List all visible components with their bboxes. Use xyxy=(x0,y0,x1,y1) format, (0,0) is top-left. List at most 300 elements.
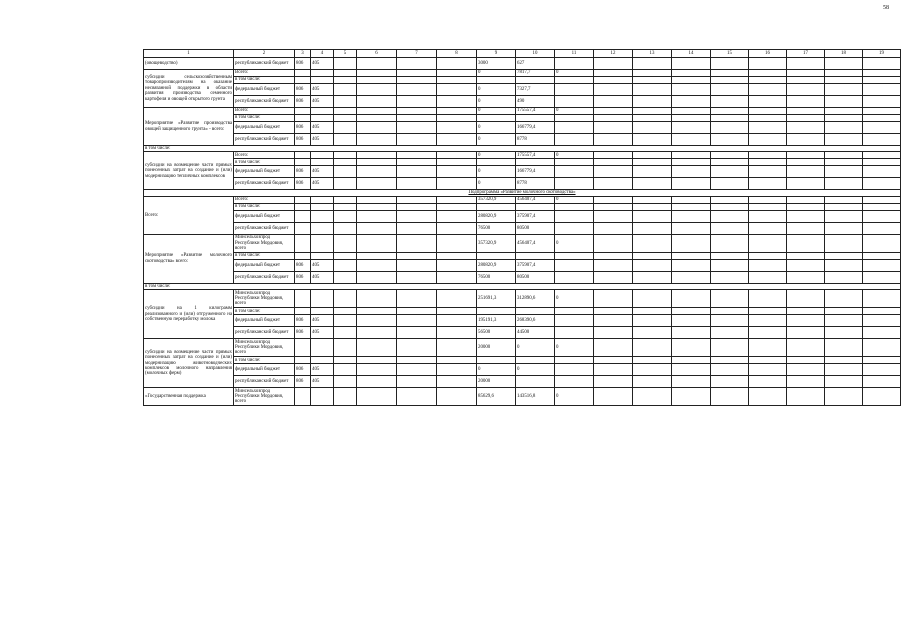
cell-col-9 xyxy=(477,77,516,84)
empty-cell xyxy=(397,290,437,308)
empty-cell xyxy=(633,196,672,203)
cell-col-2: республиканский бюджет xyxy=(234,96,295,108)
measure-description: (овощеводство) xyxy=(144,58,234,70)
empty-cell xyxy=(711,259,749,271)
measure-description: субсидии сельскохозяйственным товаропроизводителям на оказание несвязанной поддержки в области развития производства семенного картофеля и овощей открытого грунта xyxy=(144,70,234,108)
cell-col-2: в том числе: xyxy=(234,203,295,210)
empty-cell xyxy=(397,357,437,364)
empty-cell xyxy=(633,357,672,364)
table-row xyxy=(144,210,901,222)
cell-col-4: 405 xyxy=(311,58,334,70)
empty-cell xyxy=(633,271,672,283)
cell-col-11: 0 xyxy=(555,388,594,406)
cell-col-9 xyxy=(477,252,516,259)
empty-cell xyxy=(594,308,633,315)
empty-cell xyxy=(749,70,787,77)
empty-cell xyxy=(787,84,825,96)
empty-cell xyxy=(334,152,357,159)
table-row xyxy=(144,152,901,159)
empty-cell xyxy=(711,134,749,146)
empty-cell xyxy=(397,96,437,108)
empty-cell xyxy=(357,108,397,115)
empty-cell xyxy=(357,388,397,406)
empty-cell xyxy=(334,58,357,70)
empty-cell xyxy=(594,357,633,364)
column-number-2: 2 xyxy=(234,50,295,58)
cell-col-10: 0 xyxy=(516,364,555,376)
cell-col-10: 375907,4 xyxy=(516,259,555,271)
empty-cell xyxy=(397,70,437,77)
empty-cell xyxy=(749,234,787,252)
cell-col-11 xyxy=(555,259,594,271)
cell-col-9: 0 xyxy=(477,96,516,108)
empty-cell xyxy=(825,357,863,364)
cell-col-3: 806 xyxy=(295,58,311,70)
cell-col-3: 806 xyxy=(295,376,311,388)
cell-col-9: 85629,6 xyxy=(477,388,516,406)
empty-cell xyxy=(357,357,397,364)
empty-cell xyxy=(437,84,477,96)
empty-cell xyxy=(749,166,787,178)
empty-cell xyxy=(711,252,749,259)
cell-col-4: 405 xyxy=(311,134,334,146)
empty-cell xyxy=(594,115,633,122)
cell-col-3: 806 xyxy=(295,259,311,271)
cell-col-10: 166779,4 xyxy=(516,122,555,134)
cell-col-3: 806 xyxy=(295,134,311,146)
cell-col-10: 80500 xyxy=(516,222,555,234)
cell-col-4: 405 xyxy=(311,376,334,388)
empty-cell xyxy=(437,271,477,283)
cell-col-3 xyxy=(295,339,311,357)
empty-cell xyxy=(863,210,901,222)
cell-col-9 xyxy=(477,159,516,166)
empty-cell xyxy=(357,166,397,178)
empty-cell xyxy=(334,203,357,210)
empty-cell xyxy=(397,339,437,357)
empty-cell xyxy=(825,196,863,203)
empty-cell xyxy=(357,210,397,222)
cell-col-3: 806 xyxy=(295,271,311,283)
empty-cell xyxy=(749,339,787,357)
empty-cell xyxy=(787,58,825,70)
empty-cell xyxy=(825,327,863,339)
cell-col-2: Минсельхозпрод Республики Мордовия, всего xyxy=(234,388,295,406)
cell-col-2: в том числе: xyxy=(234,308,295,315)
empty-cell xyxy=(672,364,711,376)
empty-cell xyxy=(594,58,633,70)
empty-cell xyxy=(672,388,711,406)
cell-col-11 xyxy=(555,178,594,190)
cell-col-10: 8778 xyxy=(516,134,555,146)
empty-cell xyxy=(334,108,357,115)
cell-col-4 xyxy=(311,108,334,115)
empty-cell xyxy=(825,77,863,84)
cell-col-11 xyxy=(555,376,594,388)
empty-cell xyxy=(863,259,901,271)
empty-cell xyxy=(825,58,863,70)
measure-description: Мероприятие «Развитие молочного скотоводства» всего: xyxy=(144,234,234,283)
measure-description: субсидии на возмещение части прямых понесенных затрат на создание и (или) модернизацию животноводческих комплексов молочного направления (молочных ферм) xyxy=(144,339,234,388)
cell-col-10: 312890,6 xyxy=(516,290,555,308)
empty-cell xyxy=(825,364,863,376)
cell-col-4 xyxy=(311,339,334,357)
cell-col-4 xyxy=(311,152,334,159)
column-number-3: 3 xyxy=(295,50,311,58)
empty-cell xyxy=(633,259,672,271)
cell-col-9: 0 xyxy=(477,84,516,96)
cell-col-11 xyxy=(555,357,594,364)
empty-cell xyxy=(672,308,711,315)
table-row xyxy=(144,159,901,166)
empty-cell xyxy=(863,203,901,210)
empty-cell xyxy=(334,357,357,364)
empty-cell xyxy=(672,122,711,134)
empty-cell xyxy=(397,58,437,70)
empty-cell xyxy=(357,308,397,315)
cell-col-10: 175557,4 xyxy=(516,108,555,115)
empty-cell xyxy=(672,271,711,283)
empty-cell xyxy=(633,222,672,234)
cell-col-11 xyxy=(555,96,594,108)
empty-cell xyxy=(749,210,787,222)
table-row xyxy=(144,290,901,308)
cell-col-2: в том числе: xyxy=(234,357,295,364)
empty-cell xyxy=(787,77,825,84)
empty-cell xyxy=(711,308,749,315)
cell-col-10 xyxy=(516,376,555,388)
cell-col-11: 0 xyxy=(555,196,594,203)
empty-cell xyxy=(711,357,749,364)
empty-cell xyxy=(357,376,397,388)
cell-col-10: 175557,4 xyxy=(516,152,555,159)
cell-col-3 xyxy=(295,77,311,84)
empty-cell xyxy=(437,364,477,376)
empty-cell xyxy=(357,134,397,146)
table-row xyxy=(144,252,901,259)
empty-cell xyxy=(594,252,633,259)
cell-col-10: 490 xyxy=(516,96,555,108)
cell-col-3 xyxy=(295,152,311,159)
cell-col-10: 7327,7 xyxy=(516,84,555,96)
empty-cell xyxy=(397,134,437,146)
cell-col-9: 0 xyxy=(477,166,516,178)
empty-cell xyxy=(672,166,711,178)
empty-cell xyxy=(633,84,672,96)
empty-cell xyxy=(633,203,672,210)
empty-cell xyxy=(437,308,477,315)
empty-cell xyxy=(787,364,825,376)
cell-col-4 xyxy=(311,77,334,84)
empty-cell xyxy=(863,376,901,388)
column-number-1: 1 xyxy=(144,50,234,58)
empty-cell xyxy=(825,178,863,190)
empty-cell xyxy=(397,388,437,406)
cell-col-11: 0 xyxy=(555,290,594,308)
cell-col-3: 806 xyxy=(295,166,311,178)
cell-col-2: Всего: xyxy=(234,196,295,203)
empty-cell xyxy=(397,115,437,122)
cell-col-2: федеральный бюджет xyxy=(234,259,295,271)
empty-cell xyxy=(863,159,901,166)
empty-cell xyxy=(787,166,825,178)
cell-col-3 xyxy=(295,222,311,234)
cell-col-11: 0 xyxy=(555,339,594,357)
empty-cell xyxy=(825,210,863,222)
empty-cell xyxy=(787,178,825,190)
cell-col-2: республиканский бюджет xyxy=(234,178,295,190)
empty-cell xyxy=(397,84,437,96)
empty-cell xyxy=(594,70,633,77)
empty-cell xyxy=(863,308,901,315)
cell-col-2: республиканский бюджет xyxy=(234,271,295,283)
empty-cell xyxy=(787,70,825,77)
cell-col-3 xyxy=(295,308,311,315)
empty-cell xyxy=(863,290,901,308)
column-number-7: 7 xyxy=(397,50,437,58)
empty-cell xyxy=(749,108,787,115)
empty-cell xyxy=(397,152,437,159)
empty-cell xyxy=(334,376,357,388)
empty-cell xyxy=(863,166,901,178)
cell-col-11 xyxy=(555,115,594,122)
table-row xyxy=(144,357,901,364)
cell-col-10: 268390,6 xyxy=(516,315,555,327)
empty-cell xyxy=(437,290,477,308)
empty-cell xyxy=(787,115,825,122)
cell-col-11 xyxy=(555,271,594,283)
empty-cell xyxy=(633,115,672,122)
cell-col-2: Минсельхозпрод Республики Мордовия, всего xyxy=(234,339,295,357)
cell-col-11 xyxy=(555,203,594,210)
empty-cell xyxy=(594,96,633,108)
empty-cell xyxy=(334,234,357,252)
cell-col-10 xyxy=(516,357,555,364)
empty-cell xyxy=(633,339,672,357)
cell-col-2: в том числе: xyxy=(234,77,295,84)
cell-col-10: 166779,4 xyxy=(516,166,555,178)
empty-cell xyxy=(357,315,397,327)
empty-cell xyxy=(334,388,357,406)
empty-cell xyxy=(633,122,672,134)
empty-cell xyxy=(711,364,749,376)
cell-col-4 xyxy=(311,252,334,259)
empty-cell xyxy=(863,84,901,96)
empty-cell xyxy=(672,96,711,108)
cell-col-10 xyxy=(516,308,555,315)
cell-col-10: 7817,7 xyxy=(516,70,555,77)
empty-cell xyxy=(863,252,901,259)
empty-cell xyxy=(334,327,357,339)
empty-cell xyxy=(397,159,437,166)
empty-cell xyxy=(711,222,749,234)
table-body xyxy=(144,50,901,406)
cell-col-10 xyxy=(516,252,555,259)
table-row xyxy=(144,178,901,190)
cell-col-2: Минсельхозпрод Республики Мордовия, всего xyxy=(234,290,295,308)
empty-cell xyxy=(863,152,901,159)
cell-col-11 xyxy=(555,134,594,146)
column-number-14: 14 xyxy=(672,50,711,58)
empty-cell xyxy=(594,339,633,357)
cell-col-9: 357320,9 xyxy=(477,234,516,252)
empty-cell xyxy=(711,203,749,210)
empty-cell xyxy=(863,388,901,406)
empty-cell xyxy=(711,271,749,283)
empty-cell xyxy=(711,327,749,339)
cell-col-3 xyxy=(295,290,311,308)
empty-cell xyxy=(334,96,357,108)
cell-col-9: 0 xyxy=(477,108,516,115)
empty-cell xyxy=(863,122,901,134)
cell-col-11 xyxy=(555,166,594,178)
cell-col-2: федеральный бюджет xyxy=(234,315,295,327)
empty-cell xyxy=(357,196,397,203)
empty-cell xyxy=(863,364,901,376)
table-row xyxy=(144,315,901,327)
table-row xyxy=(144,364,901,376)
cell-col-9 xyxy=(477,203,516,210)
empty-cell xyxy=(825,290,863,308)
empty-cell xyxy=(863,357,901,364)
cell-col-4 xyxy=(311,357,334,364)
empty-cell xyxy=(749,152,787,159)
table-row xyxy=(144,234,901,252)
empty-cell xyxy=(633,252,672,259)
empty-cell xyxy=(825,96,863,108)
table-row xyxy=(144,108,901,115)
cell-col-10 xyxy=(516,203,555,210)
empty-cell xyxy=(711,196,749,203)
empty-cell xyxy=(749,364,787,376)
cell-col-2: в том числе: xyxy=(234,115,295,122)
measure-description: Мероприятие «Развитие производства овощей защищенного грунта» - всего: xyxy=(144,108,234,146)
cell-col-4 xyxy=(311,159,334,166)
empty-cell xyxy=(633,178,672,190)
empty-cell xyxy=(672,203,711,210)
empty-cell xyxy=(437,58,477,70)
empty-cell xyxy=(397,122,437,134)
empty-cell xyxy=(787,210,825,222)
empty-cell xyxy=(357,339,397,357)
empty-cell xyxy=(334,178,357,190)
empty-cell xyxy=(863,234,901,252)
empty-cell xyxy=(437,357,477,364)
empty-cell xyxy=(787,159,825,166)
cell-col-9: 195191,3 xyxy=(477,315,516,327)
table-row xyxy=(144,271,901,283)
cell-col-2: федеральный бюджет xyxy=(234,210,295,222)
empty-cell xyxy=(397,259,437,271)
empty-cell xyxy=(711,166,749,178)
empty-cell xyxy=(863,96,901,108)
empty-cell xyxy=(672,234,711,252)
cell-col-4 xyxy=(311,290,334,308)
empty-cell xyxy=(711,122,749,134)
empty-cell xyxy=(594,159,633,166)
page-number: 58 xyxy=(883,5,889,11)
empty-cell xyxy=(633,159,672,166)
empty-cell xyxy=(594,166,633,178)
empty-cell xyxy=(825,159,863,166)
cell-col-10: 456407,4 xyxy=(516,196,555,203)
measure-description: субсидии на возмещение части прямых понесенных затрат на создание и (или) модернизацию тепличных комплексов xyxy=(144,152,234,190)
empty-cell xyxy=(863,108,901,115)
empty-cell xyxy=(437,77,477,84)
empty-cell xyxy=(594,259,633,271)
table-row xyxy=(144,166,901,178)
column-number-11: 11 xyxy=(555,50,594,58)
empty-cell xyxy=(672,115,711,122)
empty-cell xyxy=(357,84,397,96)
empty-cell xyxy=(594,178,633,190)
empty-cell xyxy=(672,108,711,115)
empty-cell xyxy=(437,210,477,222)
empty-cell xyxy=(594,84,633,96)
empty-cell xyxy=(863,222,901,234)
empty-cell xyxy=(787,222,825,234)
cell-col-2: Всего: xyxy=(234,152,295,159)
empty-cell xyxy=(711,58,749,70)
empty-cell xyxy=(594,203,633,210)
cell-col-11 xyxy=(555,222,594,234)
empty-cell xyxy=(334,271,357,283)
empty-cell xyxy=(334,222,357,234)
empty-cell xyxy=(711,108,749,115)
empty-cell xyxy=(672,84,711,96)
empty-cell xyxy=(334,159,357,166)
budget-table xyxy=(143,49,901,406)
empty-cell xyxy=(749,357,787,364)
empty-cell xyxy=(357,178,397,190)
empty-cell xyxy=(672,134,711,146)
empty-cell xyxy=(437,222,477,234)
cell-col-4: 405 xyxy=(311,166,334,178)
cell-col-11: 0 xyxy=(555,70,594,77)
column-number-13: 13 xyxy=(633,50,672,58)
column-number-15: 15 xyxy=(711,50,749,58)
empty-cell xyxy=(397,210,437,222)
empty-cell xyxy=(787,308,825,315)
empty-cell xyxy=(749,252,787,259)
cell-col-2: в том числе: xyxy=(234,159,295,166)
empty-cell xyxy=(437,196,477,203)
cell-col-3 xyxy=(295,234,311,252)
empty-cell xyxy=(711,376,749,388)
empty-cell xyxy=(863,70,901,77)
empty-cell xyxy=(594,196,633,203)
cell-col-2: республиканский бюджет xyxy=(234,376,295,388)
empty-cell xyxy=(672,152,711,159)
empty-cell xyxy=(749,134,787,146)
empty-cell xyxy=(672,58,711,70)
cell-col-4 xyxy=(311,210,334,222)
table-row xyxy=(144,84,901,96)
empty-cell xyxy=(711,315,749,327)
empty-cell xyxy=(397,376,437,388)
empty-cell xyxy=(437,259,477,271)
empty-cell xyxy=(787,122,825,134)
column-number-17: 17 xyxy=(787,50,825,58)
empty-cell xyxy=(711,96,749,108)
empty-cell xyxy=(863,339,901,357)
empty-cell xyxy=(397,108,437,115)
empty-cell xyxy=(397,178,437,190)
cell-col-11 xyxy=(555,315,594,327)
empty-cell xyxy=(437,234,477,252)
empty-cell xyxy=(334,70,357,77)
empty-cell xyxy=(787,108,825,115)
